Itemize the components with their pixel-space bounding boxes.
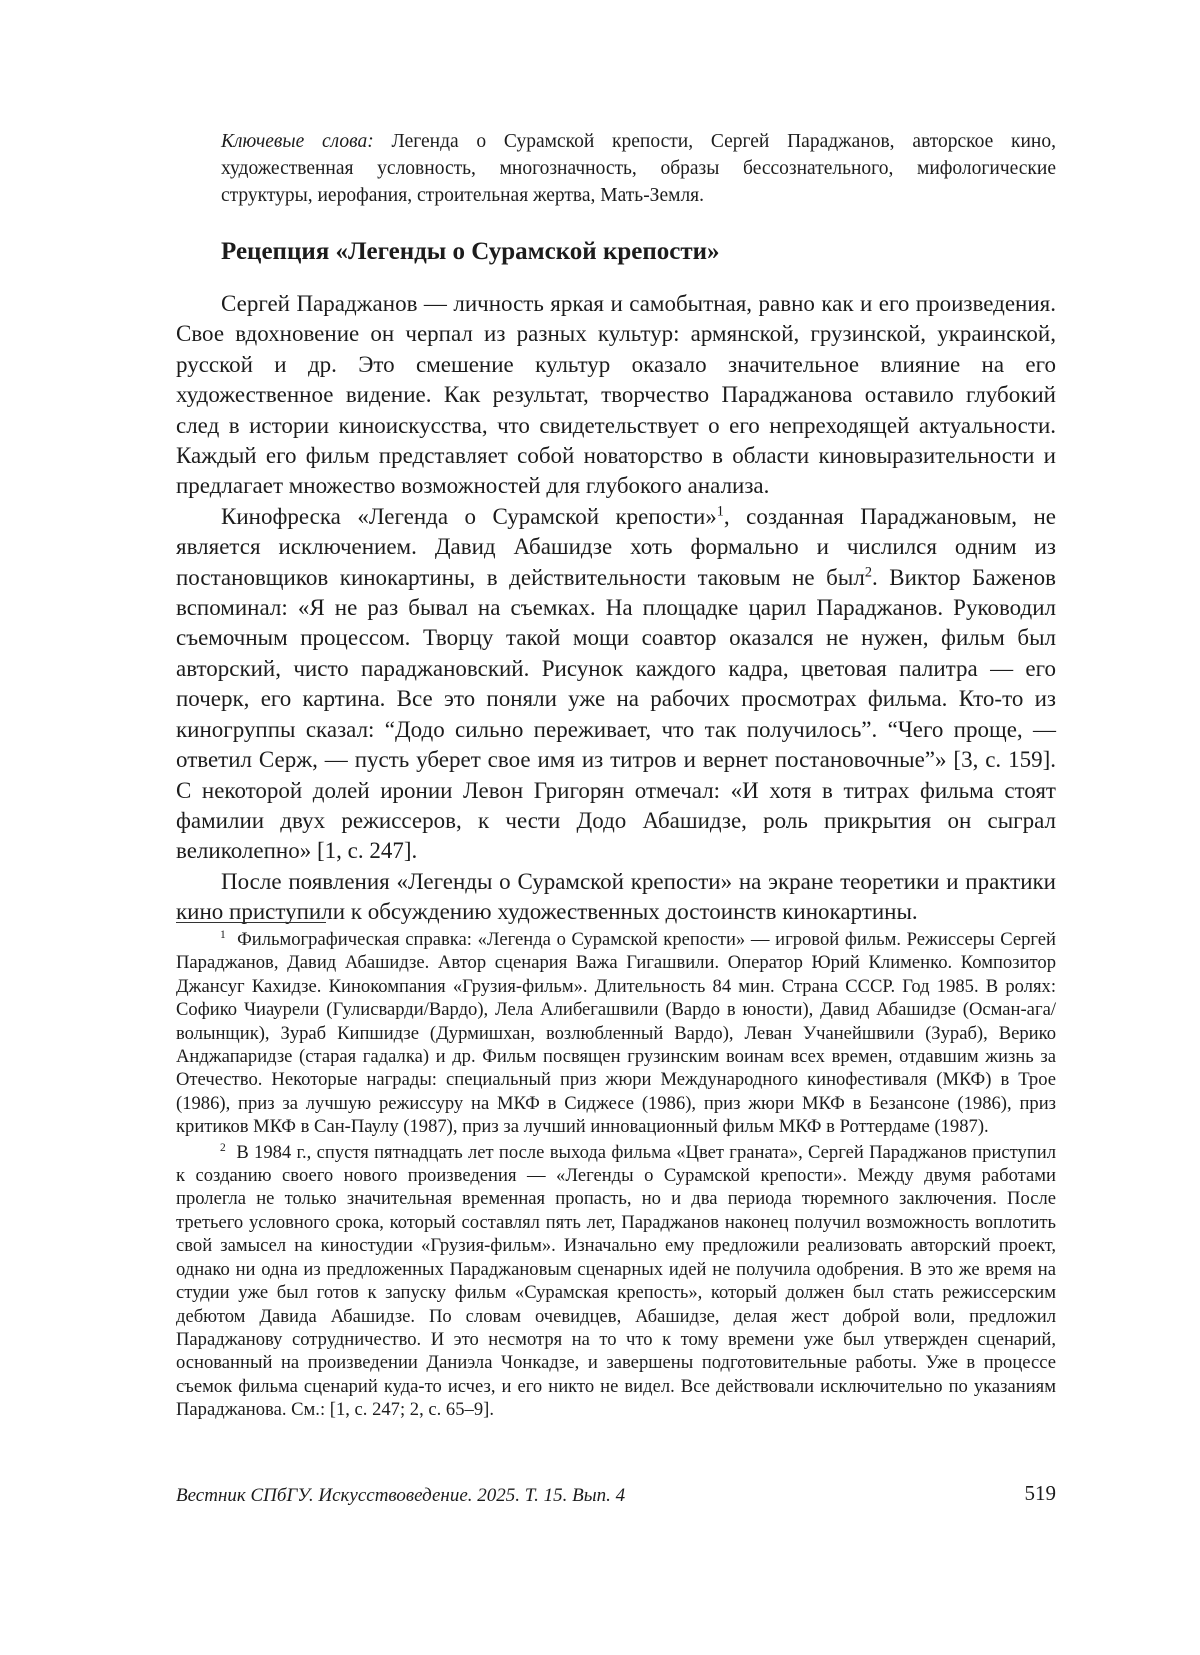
footnote-1-number: 1 [220, 928, 226, 941]
journal-citation: Вестник СПбГУ. Искусствоведение. 2025. Т. 15. Вып. 4 [176, 1485, 626, 1506]
keywords-block [221, 128, 1056, 209]
paragraph-1: Сергей Параджанов — личность яркая и самобытная, равно как и его произведения. Свое вдохновение он черпал из разных культур: армянской, грузинской, украинской, русской и др. Это смешение культур оказало значительное влияние на его художественное видение. Как результат, творчество Параджанова оставило глубокий след в истории киноискусства, что свидетельствует о его непреходящей актуальности. Каждый его фильм представляет собой новаторство в области киновыразительности и предлагает множество возможностей для глубокого анализа. [176, 291, 1056, 499]
footnote-ref-2[interactable]: 2 [864, 564, 872, 580]
footnote-2-number: 2 [220, 1141, 226, 1154]
keywords-label: Ключевые слова: [221, 131, 374, 152]
paragraph-3: После появления «Легенды о Сурамской крепости» на экране теоретики и практики кино приступили к обсуждению художественных достоинств кинокартины. [176, 868, 1056, 925]
footnote-1 [176, 928, 1056, 1139]
footnote-ref-1[interactable]: 1 [716, 503, 724, 520]
footnote-2 [176, 1141, 1056, 1422]
paragraph-2-part-a: Кинофреска «Легенда о Сурамской крепости» [221, 503, 717, 529]
body-text [176, 289, 1056, 928]
keywords-text: Легенда о Сурамской крепости, Сергей Параджанов, авторское кино, художественная условность, многозначность, образы бессознательного, мифологические структуры, иерофания, строительная жертва, Мать-Земля. [221, 131, 1056, 206]
paragraph-2-part-b: , созданная Параджановым, не является исключением. Давид Абашидзе хоть формально и числился одним из постановщиков кинокартины, в действительности таковым не был [176, 503, 1056, 590]
footnote-1-text: Фильмографическая справка: «Легенда о Сурамской крепости» — игровой фильм. Режиссеры Сергей Параджанов, Давид Абашидзе. Автор сценария Важа Гигашвили. Оператор Юрий Клименко. Композитор Джансуг Кахидзе. Кинокомпания «Грузия-фильм». Длительность 84 мин. Страна СССР. Год 1985. В ролях: Софико Чиаурели (Гулисварди/Вардо), Лела Алибегашвили (Вардо в юности), Давид Абашидзе (Осман-ага/волынщик), Зураб Кипшидзе (Дурмишхан, возлюбленный Вардо), Леван Учанейшвили (Зураб), Верико Анджапаридзе (старая гадалка) и др. Фильм посвящен грузинским воинам всех времен, отдавшим жизнь за Отечество. Некоторые награды: специальный приз жюри Международного кинофестиваля (МКФ) в Трое (1986), приз за лучшую режиссуру на МКФ в Сиджесе (1986), приз жюри МКФ в Безансоне (1986), приз критиков МКФ в Сан-Паулу (1987), приз за лучший инновационный фильм МКФ в Роттердаме (1987). [176, 929, 1057, 1138]
section-title: Рецепция «Легенды о Сурамской крепости» [221, 238, 720, 265]
footnotes [176, 928, 1056, 1422]
paragraph-2 [176, 502, 1056, 867]
footnote-divider [176, 922, 326, 923]
page-number: 519 [1024, 1481, 1056, 1505]
paragraph-2-part-c: . Виктор Баженов вспоминал: «Я не раз бывал на съемках. На площадке царил Параджанов. Руководил съемочным процессом. Творцу такой мощи соавтор оказался не нужен, фильм был авторский, чисто параджановский. Рисунок каждого кадра, цветовая палитра — его почерк, его картина. Все это поняли уже на рабочих просмотрах фильма. Кто-то из киногруппы сказал: “Додо сильно переживает, что так получилось”. “Чего проще, — ответил Серж, — пусть уберет свое имя из титров и вернет постановочные”» [3, с. 159]. С некоторой долей иронии Левон Григорян отмечал: «И хотя в титрах фильма стоят фамилии двух режиссеров, к чести Додо Абашидзе, роль прикрытия он сыграл великолепно» [1, с. 247]. [176, 564, 1056, 864]
footnote-2-text: В 1984 г., спустя пятнадцать лет после выхода фильма «Цвет граната», Сергей Параджанов приступил к созданию своего нового произведения — «Легенды о Сурамской крепости». Между двумя работами пролегла не только значительная временная пропасть, но и два периода тюремного заключения. После третьего условного срока, который составлял пять лет, Параджанов наконец получил возможность воплотить свой замысел на киностудии «Грузия-фильм». Изначально ему предложили реализовать авторский проект, однако ни одна из предложенных Параджановым сценарных идей не получила одобрения. В это же время на студии уже был готов к запуску фильм «Сурамская крепость», который должен был стать режиссерским дебютом Давида Абашидзе. По словам очевидцев, Абашидзе, делая жест доброй воли, предложил Параджанову сотрудничество. И это несмотря на то что к тому времени уже был утвержден сценарий, основанный на произведении Даниэла Чонкадзе, и завершены подготовительные работы. Уже в процессе съемок фильма сценарий куда-то исчез, и его никто не видел. Все действовали исключительно по указаниям Параджанова. См.: [1, с. 247; 2, с. 65–9]. [176, 1141, 1057, 1421]
